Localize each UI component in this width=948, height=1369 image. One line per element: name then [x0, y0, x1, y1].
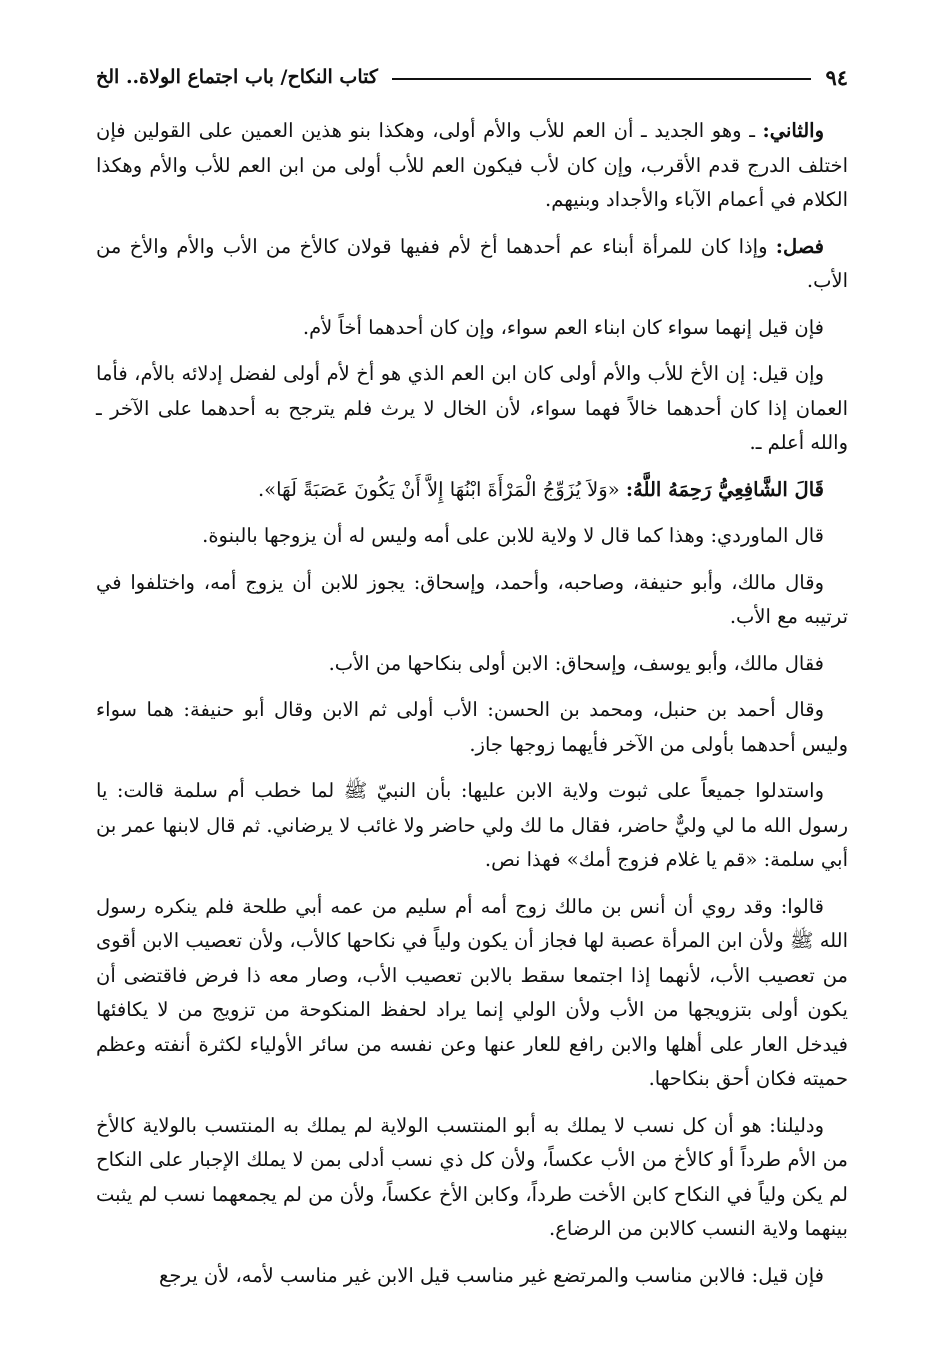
paragraph	[96, 647, 848, 682]
paragraph	[96, 230, 848, 299]
paragraph	[96, 774, 848, 878]
paragraph-text: ـ وهو الجديد ـ أن العم للأب والأم أولى، وهكذا بنو هذين العمين على القولين فإن اختلف الدرج قدم الأقرب، وإن كان لأب فيكون العم للأب أولى من ابن العم للأب والأم وهكذا الكلام في أعمام الآباء والأجداد وبنيهم.	[96, 119, 848, 211]
paragraph	[96, 693, 848, 762]
paragraph-text: وقال أحمد بن حنبل، ومحمد بن الحسن: الأب أولى ثم الابن وقال أبو حنيفة: هما سواء وليس أحدهما بأولى من الآخر فأيهما زوجها جاز.	[96, 698, 848, 756]
paragraph	[96, 311, 848, 346]
running-title: كتاب النكاح/ باب اجتماع الولاة.. الخ	[96, 66, 378, 88]
shafii-quote	[96, 473, 848, 508]
page-header	[96, 62, 848, 92]
paragraph-text: وقال مالك، وأبو حنيفة، وصاحبه، وأحمد، وإسحاق: يجوز للابن أن يزوج أمه، واختلفوا في ترتيبه مع الأب.	[96, 570, 848, 628]
paragraph	[96, 890, 848, 1097]
paragraph	[96, 519, 848, 554]
paragraph	[96, 566, 848, 635]
paragraph-text: وإذا كان للمرأة أبناء عم أحدهما أخ لأم ففيها قولان كالأخ من الأب والأم والأخ من الأب.	[96, 234, 848, 292]
book-page	[96, 62, 848, 1305]
paragraph-text: ودليلنا: هو أن كل نسب لا يملك به أبو المنتسب الولاية لم يملك به المنتسب بالولاية كالأخ من الأم طرداً أو كالأخ من الأب عكساً، ولأن كل ذي نسب أدلى بمن لا يملك الإجبار على النكاح لم يكن ولياً في النكاح كابن الأخت طرداً، وكابن الأخ عكساً، ولأن من لم يجمعهما نسب لم يثبت بينهما ولاية النسب كالابن من الرضاع.	[96, 1113, 848, 1240]
paragraph-text: واستدلوا جميعاً على ثبوت ولاية الابن عليها: بأن النبيّ ﷺ لما خطب أم سلمة قالت: يا رسول الله ما لي وليٌّ حاضر، فقال ما لك ولي حاضر ولا غائب لا يرضاني. ثم قال لابنها عمر بن أبي سلمة: «قم يا غلام فزوج أمك» فهذا نص.	[96, 779, 848, 871]
paragraph-text: فإن قيل: فالابن مناسب والمرتضع غير مناسب قيل الابن غير مناسب لأمه، لأن يرجع	[159, 1263, 824, 1287]
paragraph-lead: قَالَ الشَّافِعِيُّ رَحِمَهُ اللَّهُ:	[625, 477, 824, 501]
paragraph	[96, 1109, 848, 1247]
paragraph-text: فإن قيل إنهما سواء كان ابناء العم سواء، وإن كان أحدهما أخاً لأم.	[302, 315, 824, 339]
paragraph	[96, 114, 848, 218]
paragraph-lead: فصل:	[775, 234, 824, 258]
paragraph-text: وإن قيل: إن الأخ للأب والأم أولى كان ابن العم الذي هو أخ لأم أولى لفضل إدلائه بالأم، فأما العمان إذا كان أحدهما خالاً فهما سواء، لأن الخال لا يرث فلم يترجح به أحدهما على الآخر ـ والله أعلم ـ.	[96, 362, 848, 454]
paragraph	[96, 1259, 848, 1294]
paragraph-text: «وَلاَ يُزَوِّجُ الْمَرْأَةَ ابْنُهَا إِلاَّ أَنْ يَكُونَ عَصَبَةً لَهَا».	[257, 477, 626, 501]
header-rule	[392, 78, 812, 80]
paragraph	[96, 357, 848, 461]
page-number: ٩٤	[825, 64, 848, 90]
paragraph-text: قال الماوردي: وهذا كما قال لا ولاية للابن على أمه وليس له أن يزوجها بالبنوة.	[202, 524, 824, 547]
paragraph-text: قالوا: وقد روي أن أنس بن مالك زوج أمه أم سليم من عمه أبي طلحة فلم ينكره رسول الله ﷺ ولأن ابن المرأة عصبة لها فجاز أن يكون ولياً في نكاحها كالأب، ولأن تعصيب الابن أقوى من تعصيب الأب، لأنهما إذا اجتمعا سقط بالابن تعصيب الأب، وصار معه ذا فرض فاقتضى أن يكون أولى بتزويجها من الأب ولأن الولي إنما يراد لحفظ المنكوحة من تزويج من لا يكافئها فيدخل العار على أهلها والابن رافع للعار عنها وعن نفسه من سائر الأولياء لكثرة أنفته وعظم حميته فكان أحق بنكاحها.	[96, 894, 848, 1090]
paragraph-lead: والثاني:	[762, 119, 824, 142]
body-text	[96, 114, 848, 1293]
paragraph-text: فقال مالك، وأبو يوسف، وإسحاق: الابن أولى بنكاحها من الأب.	[328, 651, 824, 675]
